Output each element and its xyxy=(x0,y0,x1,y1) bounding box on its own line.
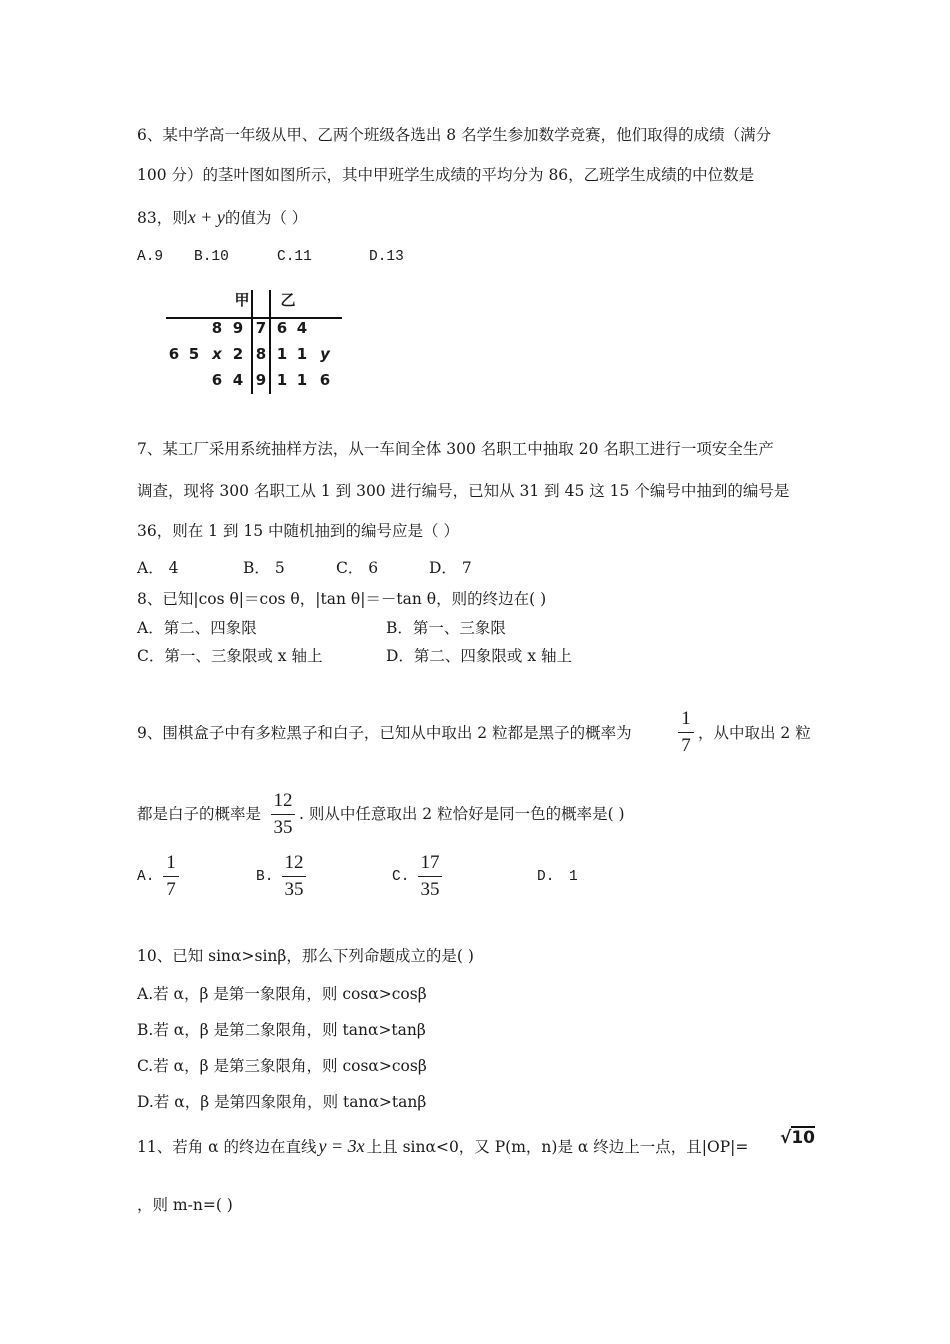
q9-line1-pre: 9、围 xyxy=(137,724,178,742)
q10-option-a: A.若 α，β 是第一象限角，则 cosα>cosβ xyxy=(137,985,427,1003)
q6-option-b: B.10 xyxy=(194,249,229,265)
q10-option-c: C.若 α，β 是第三象限角，则 cosα>cosβ xyxy=(137,1057,427,1075)
q11-line1-post: 上且 sinα<0，又 P(m，n)是 α 终边上一点，且|OP|= xyxy=(366,1138,749,1156)
q9-fraction-white xyxy=(271,790,295,839)
q8-option-d: D．第二、四象限或 x 轴上 xyxy=(386,647,573,665)
q6-option-a: A.9 xyxy=(137,249,164,265)
q11-sqrt xyxy=(780,1127,815,1149)
stem-leaf-header-right: 乙 xyxy=(280,291,296,309)
leaf: 6 xyxy=(276,319,288,337)
q6-line2: 100 分）的茎叶图如图所示，其中甲班学生成绩的平均分为 86，乙班学生成绩的中位数是 xyxy=(137,166,755,184)
denominator: 35 xyxy=(273,817,293,838)
stem-leaf-header-left: 甲 xyxy=(234,291,250,309)
q6-option-c: C.11 xyxy=(277,249,312,265)
q7-option-c: C． 6 xyxy=(336,559,379,577)
leaf: 6 xyxy=(319,371,331,389)
q9-line1 xyxy=(137,722,632,744)
q7-line3: 36，则在 1 到 15 中随机抽到的编号应是（ ） xyxy=(137,522,459,540)
q7-line1: 7、某工厂采用系统抽样方法，从一车间全体 300 名职工中抽取 20 名职工进行一项安全生产 xyxy=(137,440,774,458)
stem-leaf-right-rule xyxy=(269,290,271,394)
q7-option-a: A． 4 xyxy=(137,559,179,577)
q9-line2-pre: 都是白子的概率是 xyxy=(137,805,262,823)
leaf: 5 xyxy=(188,345,200,363)
q7-option-d: D． 7 xyxy=(429,559,472,577)
q6-line1: 6、某中学高一年级从甲、乙两个班级各选出 8 名学生参加数学竞赛，他们取得的成绩（满分 xyxy=(137,126,772,144)
q9-line2-post: . 则从中任意取出 2 粒恰好是同一色的概率是( ) xyxy=(299,805,625,823)
numerator: 1 xyxy=(166,852,176,873)
numerator: 17 xyxy=(420,852,440,873)
stem: 8 xyxy=(255,345,267,363)
q8-line1: 8、已知|cos θ|＝cos θ，|tan θ|＝－tan θ，则的终边在( ) xyxy=(137,590,547,608)
q9-option-b-fraction xyxy=(282,852,306,901)
q9-line1-post: ，从中取出 2 粒 xyxy=(698,724,811,742)
numerator: 12 xyxy=(284,852,304,873)
leaf: 9 xyxy=(232,319,244,337)
denominator: 35 xyxy=(420,879,440,900)
leaf-variable-y: y xyxy=(320,345,330,363)
leaf: 1 xyxy=(296,345,308,363)
q9-option-c-label: C. xyxy=(392,869,410,885)
sqrt-value: 10 xyxy=(791,1128,816,1148)
stem-leaf-plot xyxy=(162,288,347,398)
q7-line2: 调查，现将 300 名职工从 1 到 300 进行编号，已知从 31 到 45 这 15 个编号中抽到的编号是 xyxy=(137,482,790,500)
denominator: 7 xyxy=(681,735,691,756)
sqrt-sign-icon: √ xyxy=(780,1128,792,1148)
q9-option-d-label: D. xyxy=(537,869,555,885)
stem: 9 xyxy=(255,371,267,389)
leaf: 1 xyxy=(276,371,288,389)
q6-option-d: D.13 xyxy=(369,249,404,265)
q6-line3-pre: 83，则 xyxy=(137,209,188,227)
numerator: 1 xyxy=(681,708,691,729)
leaf: 1 xyxy=(276,345,288,363)
leaf-variable-x: x xyxy=(212,345,222,363)
q8-option-b: B．第一、三象限 xyxy=(386,619,506,637)
leaf: 6 xyxy=(211,371,223,389)
q11-line1 xyxy=(137,1135,748,1158)
leaf: 4 xyxy=(296,319,308,337)
q6-expression: x + y xyxy=(187,207,225,227)
q9-fraction-black xyxy=(678,708,694,757)
q9-option-b-label: B. xyxy=(256,869,274,885)
stem-leaf-left-rule xyxy=(251,290,253,394)
q6-line3-post: 的值为（ ） xyxy=(224,209,308,227)
leaf: 6 xyxy=(168,345,180,363)
q9-option-d-value: 1 xyxy=(569,869,578,885)
q6-line3 xyxy=(137,206,307,229)
stem: 7 xyxy=(255,319,267,337)
q7-option-b: B． 5 xyxy=(243,559,285,577)
leaf: 1 xyxy=(296,371,308,389)
q8-option-a: A．第二、四象限 xyxy=(137,619,257,637)
q10-option-b: B.若 α，β 是第二象限角，则 tanα>tanβ xyxy=(137,1021,426,1039)
q9-option-a-fraction xyxy=(163,852,179,901)
q9-option-a-label: A. xyxy=(137,869,155,885)
q11-line1-pre: 11、若角 α 的终边在直线 xyxy=(137,1138,317,1156)
denominator: 35 xyxy=(284,879,304,900)
leaf: 2 xyxy=(232,345,244,363)
leaf: 4 xyxy=(232,371,244,389)
q10-option-d: D.若 α，β 是第四象限角，则 tanα>tanβ xyxy=(137,1093,427,1111)
q9-line1-mid: 棋盒子中有多粒黑子和白子，已知从中取出 2 粒都是黑子的概率为 xyxy=(177,724,632,742)
q11-line-equation: y = 3x xyxy=(318,1136,365,1156)
numerator: 12 xyxy=(273,790,293,811)
denominator: 7 xyxy=(166,879,176,900)
q10-line1: 10、已知 sinα>sinβ，那么下列命题成立的是( ) xyxy=(137,947,474,965)
q8-option-c: C．第一、三象限或 x 轴上 xyxy=(137,647,323,665)
q11-line2: ，则 m-n=( ) xyxy=(137,1196,233,1214)
leaf: 8 xyxy=(211,319,223,337)
q9-option-c-fraction xyxy=(418,852,442,901)
